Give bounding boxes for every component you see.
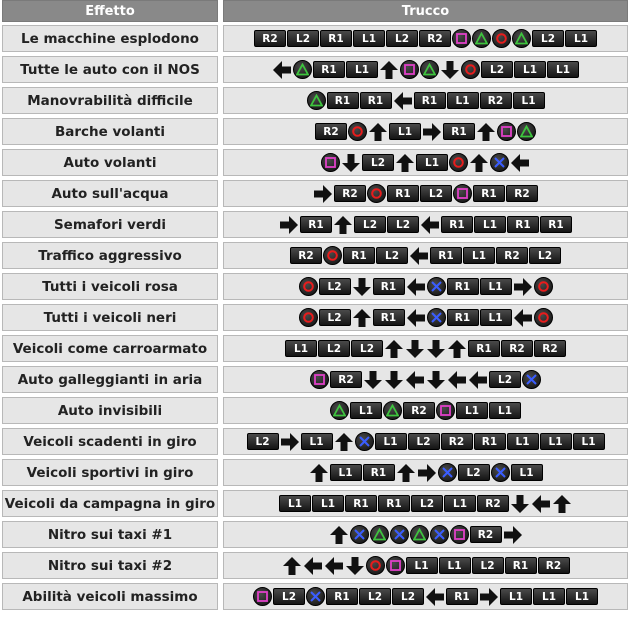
arrow-up-icon (329, 525, 349, 545)
shoulder-button-l1: L1 (350, 402, 382, 419)
table-row (0, 180, 630, 207)
shoulder-button-r1: R1 (446, 588, 478, 605)
arrow-up-icon (368, 122, 388, 142)
triangle-icon (330, 401, 349, 420)
triangle-icon (512, 29, 531, 48)
shoulder-button-r1: R1 (540, 216, 572, 233)
cheat-sequence (279, 494, 572, 514)
effect-label: Auto invisibili (2, 397, 218, 424)
cheat-sequence (279, 215, 572, 235)
arrow-right-icon (280, 432, 300, 452)
shoulder-button-l2: L2 (351, 340, 383, 357)
square-icon (497, 122, 516, 141)
shoulder-button-l1: L1 (444, 495, 476, 512)
shoulder-button-r2: R2 (538, 557, 570, 574)
cross-icon (355, 432, 374, 451)
shoulder-button-r1: R1 (414, 92, 446, 109)
arrow-left-icon (406, 308, 426, 328)
table-row (0, 149, 630, 176)
arrow-up-icon (282, 556, 302, 576)
shoulder-button-l2: L2 (319, 309, 351, 326)
shoulder-button-r1: R1 (505, 557, 537, 574)
cross-icon (427, 277, 446, 296)
shoulder-button-l1: L1 (301, 433, 333, 450)
arrow-down-icon (384, 370, 404, 390)
square-icon (452, 29, 471, 48)
shoulder-button-l1: L1 (547, 61, 579, 78)
effect-label: Abilità veicoli massimo (2, 583, 218, 610)
arrow-right-icon (513, 277, 533, 297)
arrow-down-icon (352, 277, 372, 297)
shoulder-button-r1: R1 (443, 123, 475, 140)
effect-label: Nitro sui taxi #1 (2, 521, 218, 548)
cheat-sequence-cell (223, 211, 628, 238)
cheat-sequence-cell (223, 366, 628, 393)
shoulder-button-l1: L1 (439, 557, 471, 574)
table-row (0, 397, 630, 424)
cheat-sequence (310, 370, 541, 390)
circle-icon (492, 29, 511, 48)
shoulder-button-l1: L1 (507, 433, 539, 450)
circle-icon (366, 556, 385, 575)
header-effect: Effetto (2, 0, 218, 22)
table-row (0, 118, 630, 145)
shoulder-button-l1: L1 (389, 123, 421, 140)
table-row (0, 459, 630, 486)
cross-icon (491, 463, 510, 482)
table-row (0, 521, 630, 548)
effect-label: Manovrabilità difficile (2, 87, 218, 114)
triangle-icon (383, 401, 402, 420)
shoulder-button-r1: R1 (447, 309, 479, 326)
circle-icon (348, 122, 367, 141)
shoulder-button-l2: L2 (359, 588, 391, 605)
arrow-down-icon (426, 370, 446, 390)
arrow-right-icon (479, 587, 499, 607)
cross-icon (438, 463, 457, 482)
arrow-right-icon (417, 463, 437, 483)
circle-icon (299, 308, 318, 327)
arrow-down-icon (510, 494, 530, 514)
shoulder-button-l1: L1 (573, 433, 605, 450)
shoulder-button-r1: R1 (441, 216, 473, 233)
cheat-sequence-cell (223, 180, 628, 207)
square-icon (450, 525, 469, 544)
shoulder-button-l2: L2 (532, 30, 564, 47)
circle-icon (461, 60, 480, 79)
shoulder-button-l2: L2 (387, 216, 419, 233)
cheat-sequence-cell (223, 459, 628, 486)
cheat-sequence-cell (223, 25, 628, 52)
triangle-icon (410, 525, 429, 544)
arrow-left-icon (406, 277, 426, 297)
table-row (0, 552, 630, 579)
cheat-sequence (290, 246, 561, 266)
table-row (0, 583, 630, 610)
square-icon (253, 587, 272, 606)
arrow-up-icon (469, 153, 489, 173)
shoulder-button-r2: R2 (334, 185, 366, 202)
shoulder-button-r2: R2 (403, 402, 435, 419)
circle-icon (449, 153, 468, 172)
shoulder-button-r1: R1 (326, 588, 358, 605)
cheat-sequence-cell (223, 552, 628, 579)
table-header (0, 0, 630, 22)
effect-label: Auto sull'acqua (2, 180, 218, 207)
shoulder-button-l2: L2 (411, 495, 443, 512)
circle-icon (299, 277, 318, 296)
square-icon (436, 401, 455, 420)
table-row (0, 335, 630, 362)
shoulder-button-r1: R1 (363, 464, 395, 481)
shoulder-button-l1: L1 (279, 495, 311, 512)
cheat-sequence (321, 153, 530, 173)
shoulder-button-r2: R2 (254, 30, 286, 47)
shoulder-button-l1: L1 (463, 247, 495, 264)
cheat-sequence-cell (223, 118, 628, 145)
shoulder-button-l1: L1 (540, 433, 572, 450)
shoulder-button-l1: L1 (312, 495, 344, 512)
cross-icon (490, 153, 509, 172)
circle-icon (367, 184, 386, 203)
shoulder-button-r2: R2 (315, 123, 347, 140)
cross-icon (522, 370, 541, 389)
cheat-sequence (247, 432, 605, 452)
effect-label: Traffico aggressivo (2, 242, 218, 269)
shoulder-button-l2: L2 (420, 185, 452, 202)
shoulder-button-l2: L2 (319, 278, 351, 295)
cheat-sequence (254, 29, 597, 48)
shoulder-button-r1: R1 (313, 61, 345, 78)
cheat-sequence (315, 122, 536, 142)
effect-label: Barche volanti (2, 118, 218, 145)
triangle-icon (307, 91, 326, 110)
shoulder-button-l1: L1 (456, 402, 488, 419)
table-row (0, 87, 630, 114)
cheat-sequence (282, 556, 570, 576)
effect-label: Tutti i veicoli rosa (2, 273, 218, 300)
shoulder-button-r1: R1 (327, 92, 359, 109)
arrow-right-icon (422, 122, 442, 142)
square-icon (321, 153, 340, 172)
arrow-up-icon (333, 215, 353, 235)
effect-label: Veicoli da campagna in giro (2, 490, 218, 517)
arrow-down-icon (405, 339, 425, 359)
arrow-left-icon (510, 153, 530, 173)
cheat-sequence-cell (223, 56, 628, 83)
arrow-up-icon (384, 339, 404, 359)
cheat-sequence-cell (223, 397, 628, 424)
arrow-right-icon (279, 215, 299, 235)
shoulder-button-l2: L2 (408, 433, 440, 450)
shoulder-button-r1: R1 (373, 278, 405, 295)
arrow-down-icon (341, 153, 361, 173)
arrow-left-icon (409, 246, 429, 266)
shoulder-button-l1: L1 (565, 30, 597, 47)
arrow-up-icon (379, 60, 399, 80)
shoulder-button-r1: R1 (474, 433, 506, 450)
shoulder-button-r2: R2 (506, 185, 538, 202)
shoulder-button-l2: L2 (318, 340, 350, 357)
effect-label: Auto volanti (2, 149, 218, 176)
shoulder-button-l1: L1 (474, 216, 506, 233)
cheat-sequence-cell (223, 335, 628, 362)
arrow-left-icon (531, 494, 551, 514)
arrow-up-icon (396, 463, 416, 483)
cheat-sequence-cell (223, 583, 628, 610)
arrow-down-icon (345, 556, 365, 576)
shoulder-button-l1: L1 (480, 309, 512, 326)
shoulder-button-l2: L2 (354, 216, 386, 233)
shoulder-button-r1: R1 (468, 340, 500, 357)
arrow-left-icon (447, 370, 467, 390)
arrow-left-icon (425, 587, 445, 607)
shoulder-button-l2: L2 (529, 247, 561, 264)
cross-icon (430, 525, 449, 544)
effect-label: Auto galleggianti in aria (2, 366, 218, 393)
table-row (0, 25, 630, 52)
cheat-sequence (329, 525, 523, 545)
cross-icon (306, 587, 325, 606)
shoulder-button-r1: R1 (320, 30, 352, 47)
shoulder-button-r2: R2 (290, 247, 322, 264)
shoulder-button-l2: L2 (376, 247, 408, 264)
arrow-down-icon (440, 60, 460, 80)
arrow-up-icon (352, 308, 372, 328)
shoulder-button-l2: L2 (386, 30, 418, 47)
arrow-left-icon (393, 91, 413, 111)
table-row (0, 242, 630, 269)
shoulder-button-r1: R1 (447, 278, 479, 295)
shoulder-button-r2: R2 (534, 340, 566, 357)
shoulder-button-r1: R1 (507, 216, 539, 233)
header-cheat: Trucco (223, 0, 628, 22)
arrow-down-icon (363, 370, 383, 390)
arrow-up-icon (395, 153, 415, 173)
shoulder-button-l1: L1 (285, 340, 317, 357)
shoulder-button-l1: L1 (346, 61, 378, 78)
circle-icon (323, 246, 342, 265)
cheat-sequence (272, 60, 579, 80)
shoulder-button-r1: R1 (473, 185, 505, 202)
cheat-sequence (299, 277, 553, 297)
shoulder-button-r1: R1 (300, 216, 332, 233)
shoulder-button-l1: L1 (489, 402, 521, 419)
cheat-sequence (253, 587, 598, 607)
shoulder-button-r2: R2 (419, 30, 451, 47)
arrow-left-icon (405, 370, 425, 390)
table-row (0, 211, 630, 238)
cross-icon (427, 308, 446, 327)
shoulder-button-l2: L2 (247, 433, 279, 450)
arrow-left-icon (303, 556, 323, 576)
shoulder-button-r2: R2 (470, 526, 502, 543)
shoulder-button-r2: R2 (480, 92, 512, 109)
shoulder-button-l1: L1 (566, 588, 598, 605)
table-row (0, 490, 630, 517)
cheat-sequence (330, 401, 521, 420)
shoulder-button-l1: L1 (416, 154, 448, 171)
table-row (0, 304, 630, 331)
square-icon (453, 184, 472, 203)
shoulder-button-l1: L1 (330, 464, 362, 481)
cheat-sequence (299, 308, 553, 328)
arrow-up-icon (309, 463, 329, 483)
shoulder-button-l2: L2 (287, 30, 319, 47)
shoulder-button-r2: R2 (330, 371, 362, 388)
arrow-right-icon (503, 525, 523, 545)
cheat-sequence-cell (223, 490, 628, 517)
effect-label: Semafori verdi (2, 211, 218, 238)
arrow-left-icon (513, 308, 533, 328)
shoulder-button-r2: R2 (501, 340, 533, 357)
cheat-sequence (285, 339, 566, 359)
effect-label: Veicoli come carroarmato (2, 335, 218, 362)
cheat-sequence-cell (223, 428, 628, 455)
effect-label: Le macchine esplodono (2, 25, 218, 52)
cheat-sequence-cell (223, 273, 628, 300)
cheat-sequence-cell (223, 521, 628, 548)
shoulder-button-r2: R2 (477, 495, 509, 512)
arrow-up-icon (334, 432, 354, 452)
square-icon (400, 60, 419, 79)
shoulder-button-r2: R2 (496, 247, 528, 264)
circle-icon (534, 277, 553, 296)
shoulder-button-l1: L1 (353, 30, 385, 47)
cheat-sequence-cell (223, 149, 628, 176)
shoulder-button-l2: L2 (489, 371, 521, 388)
table-row (0, 428, 630, 455)
shoulder-button-l1: L1 (406, 557, 438, 574)
shoulder-button-l1: L1 (447, 92, 479, 109)
cheat-sequence (313, 184, 538, 204)
cheat-sequence (307, 91, 545, 111)
triangle-icon (420, 60, 439, 79)
triangle-icon (517, 122, 536, 141)
cheat-sequence-cell (223, 304, 628, 331)
arrow-down-icon (426, 339, 446, 359)
cheat-sequence (309, 463, 543, 483)
arrow-left-icon (272, 60, 292, 80)
effect-label: Tutti i veicoli neri (2, 304, 218, 331)
shoulder-button-l2: L2 (472, 557, 504, 574)
effect-label: Nitro sui taxi #2 (2, 552, 218, 579)
effect-label: Veicoli sportivi in giro (2, 459, 218, 486)
cross-icon (390, 525, 409, 544)
cheat-sequence-cell (223, 87, 628, 114)
cross-icon (350, 525, 369, 544)
triangle-icon (293, 60, 312, 79)
circle-icon (534, 308, 553, 327)
square-icon (386, 556, 405, 575)
square-icon (310, 370, 329, 389)
arrow-left-icon (324, 556, 344, 576)
triangle-icon (472, 29, 491, 48)
shoulder-button-r2: R2 (441, 433, 473, 450)
shoulder-button-r1: R1 (387, 185, 419, 202)
effect-label: Veicoli scadenti in giro (2, 428, 218, 455)
shoulder-button-l1: L1 (500, 588, 532, 605)
shoulder-button-l2: L2 (481, 61, 513, 78)
arrow-left-icon (420, 215, 440, 235)
arrow-up-icon (552, 494, 572, 514)
shoulder-button-l1: L1 (513, 92, 545, 109)
shoulder-button-r1: R1 (373, 309, 405, 326)
arrow-up-icon (447, 339, 467, 359)
triangle-icon (370, 525, 389, 544)
shoulder-button-r1: R1 (430, 247, 462, 264)
effect-label: Tutte le auto con il NOS (2, 56, 218, 83)
shoulder-button-r1: R1 (343, 247, 375, 264)
shoulder-button-l1: L1 (533, 588, 565, 605)
shoulder-button-r1: R1 (345, 495, 377, 512)
shoulder-button-l2: L2 (458, 464, 490, 481)
shoulder-button-r1: R1 (360, 92, 392, 109)
shoulder-button-l2: L2 (392, 588, 424, 605)
shoulder-button-l1: L1 (514, 61, 546, 78)
shoulder-button-l1: L1 (511, 464, 543, 481)
shoulder-button-l1: L1 (480, 278, 512, 295)
cheat-sequence-cell (223, 242, 628, 269)
arrow-left-icon (468, 370, 488, 390)
arrow-right-icon (313, 184, 333, 204)
table-row (0, 56, 630, 83)
table-row (0, 273, 630, 300)
table-row (0, 366, 630, 393)
shoulder-button-r1: R1 (378, 495, 410, 512)
arrow-up-icon (476, 122, 496, 142)
shoulder-button-l2: L2 (362, 154, 394, 171)
shoulder-button-l1: L1 (375, 433, 407, 450)
shoulder-button-l2: L2 (273, 588, 305, 605)
